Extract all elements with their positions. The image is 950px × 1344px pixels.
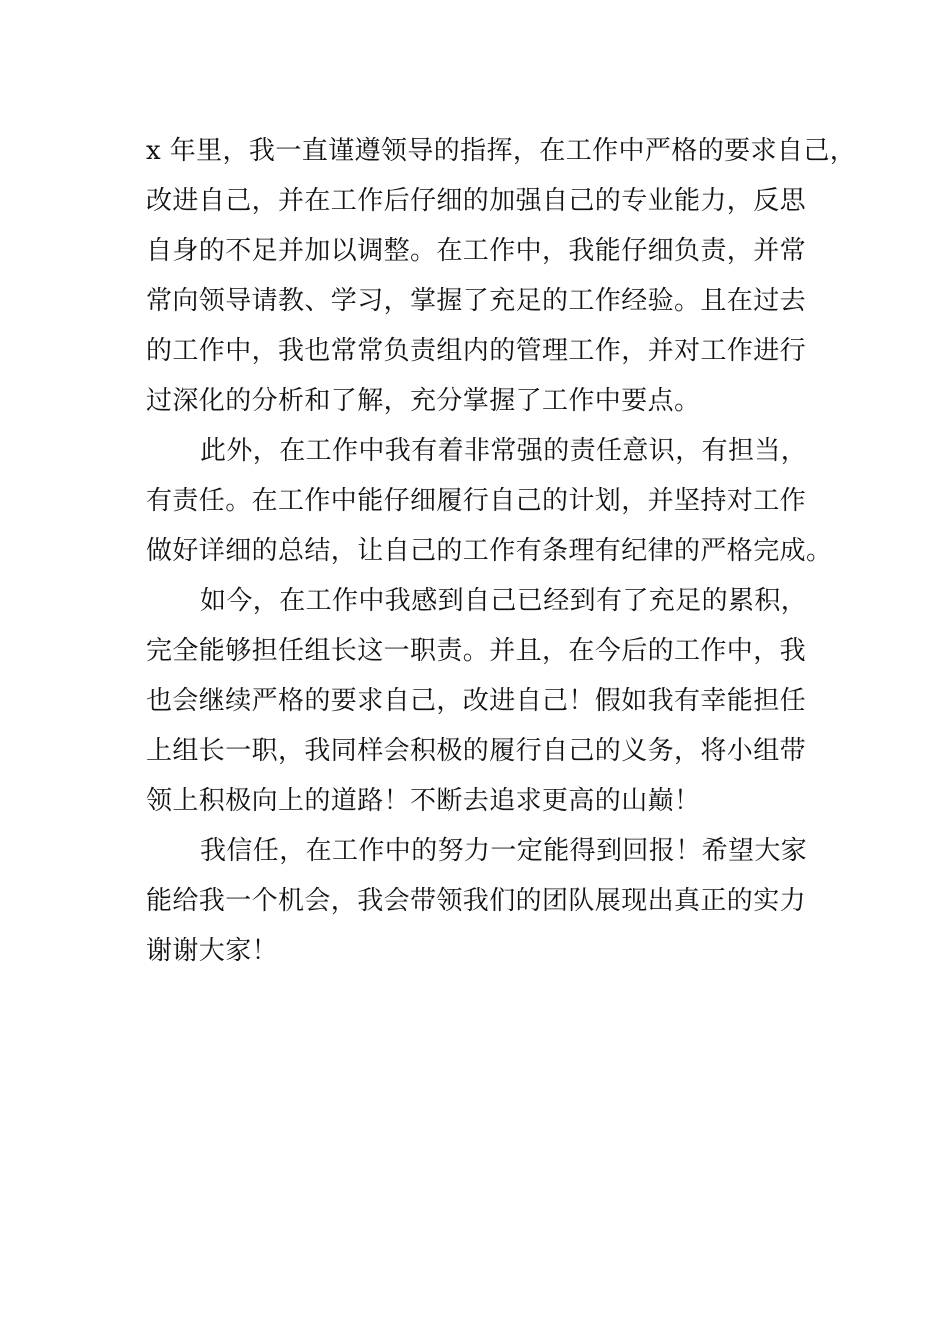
- document-body: [146, 126, 857, 976]
- text-line: 上组长一职，我同样会积极的履行自己的义务，将小组带: [146, 736, 807, 766]
- text-line: 有责任。在工作中能仔细履行自己的计划，并坚持对工作: [146, 486, 807, 516]
- text-line: 的工作中，我也常常负责组内的管理工作，并对工作进行: [146, 336, 807, 366]
- text-line: 谢谢大家！: [146, 936, 279, 966]
- text-line: 领上积极向上的道路！不断去追求更高的山巅！: [146, 786, 701, 816]
- text-line: 改进自己，并在工作后仔细的加强自己的专业能力，反思: [146, 186, 807, 216]
- text-line: x 年里，我一直谨遵领导的指挥，在工作中严格的要求自己，: [146, 136, 857, 166]
- text-line: 此外，在工作中我有着非常强的责任意识，有担当，: [200, 436, 808, 466]
- text-line: 做好详细的总结，让自己的工作有条理有纪律的严格完成。: [146, 536, 833, 566]
- text-line: 完全能够担任组长这一职责。并且，在今后的工作中，我: [146, 636, 807, 666]
- paragraph-4: [146, 826, 816, 976]
- paragraph-1: [146, 126, 857, 426]
- text-line: 常向领导请教、学习，掌握了充足的工作经验。且在过去: [146, 286, 807, 316]
- text-line: 过深化的分析和了解，充分掌握了工作中要点。: [146, 386, 701, 416]
- text-line: 我信任，在工作中的努力一定能得到回报！希望大家: [200, 836, 808, 866]
- text-line: 也会继续严格的要求自己，改进自己！假如我有幸能担任: [146, 686, 807, 716]
- text-line: 如今，在工作中我感到自己已经到有了充足的累积，: [200, 586, 808, 616]
- text-line: 自身的不足并加以调整。在工作中，我能仔细负责，并常: [146, 236, 807, 266]
- paragraph-2: [146, 426, 833, 576]
- text-line: 能给我一个机会，我会带领我们的团队展现出真正的实力: [146, 886, 807, 916]
- paragraph-3: [146, 576, 816, 826]
